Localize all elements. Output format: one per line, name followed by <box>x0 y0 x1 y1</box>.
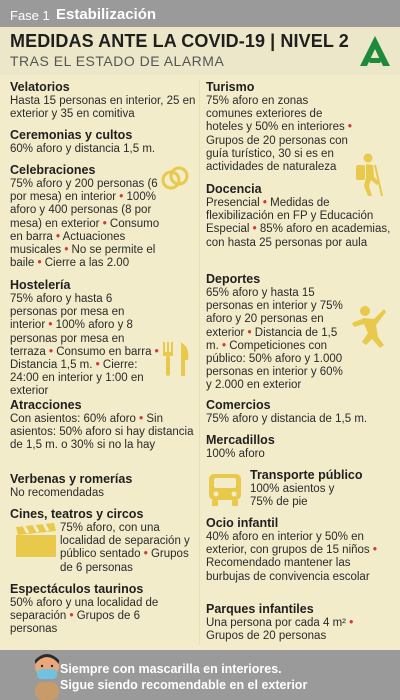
section-text: 100% aforo <box>206 448 265 460</box>
section-title: Espectáculos taurinos <box>10 582 144 596</box>
section-taurinos <box>10 582 198 637</box>
footer-line-1: Siempre con mascarilla en interiores. <box>60 662 282 676</box>
section-title: Cines, teatros y circos <box>10 507 144 521</box>
bullet-separator: • <box>262 197 267 209</box>
section-title: Comercios <box>206 398 271 412</box>
hiker-icon <box>352 153 384 197</box>
section-title: Mercadillos <box>206 433 275 447</box>
bullet-separator: • <box>119 191 124 204</box>
bullet-separator: • <box>247 326 252 339</box>
section-mercadillos <box>206 433 392 461</box>
bullet-separator: • <box>102 217 107 230</box>
bullet-separator: • <box>56 230 61 243</box>
bullet-separator: • <box>252 223 257 236</box>
bullet-separator: • <box>372 544 377 557</box>
bullet-separator: • <box>154 345 159 358</box>
bullet-separator: • <box>139 413 144 425</box>
section-title: Verbenas y romerías <box>10 472 133 486</box>
andalucia-logo <box>358 34 392 68</box>
bullet-separator: • <box>143 548 148 561</box>
section-text: Una persona por cada 4 m² • Grupos de 20 personas <box>206 617 354 643</box>
phase-label: Fase 1 <box>10 8 50 23</box>
section-text: Con asientos: 60% aforo • Sin asientos: 50% aforo si hay distancia de 1,5 m. o 30% si no la hay <box>10 413 194 452</box>
section-title: Transporte público <box>250 468 363 482</box>
bullet-separator: • <box>48 319 53 332</box>
section-title: Turismo <box>206 80 255 94</box>
header <box>0 27 400 75</box>
phase-title: Estabilización <box>56 6 157 23</box>
section-title: Celebraciones <box>10 163 96 177</box>
section-text: 65% aforo y hasta 15 personas en interior y 75% aforo y 20 personas en exterior • Distancia de 1,5 m. • Competiciones con público: 50% aforo y 1.000 personas en interior y 60% y 2.000 en exterior <box>206 287 343 392</box>
section-text: 60% aforo y distancia 1,5 m. <box>10 143 156 155</box>
section-title: Atracciones <box>10 398 82 412</box>
mask-face-icon <box>33 650 61 700</box>
column-divider <box>199 80 200 645</box>
section-title: Velatorios <box>10 80 70 94</box>
section-hosteleria <box>10 278 198 399</box>
section-text: 75% aforo y 200 personas (6 por mesa) en interior • 100% aforo y 400 personas (8 por mesa) en exterior • Consumo en barra • Actuaciones musicales • No se permite el baile • Cierre a las 2.00 <box>10 178 160 270</box>
footer-line-2: Sigue siendo recomendable en el exterior <box>60 678 308 692</box>
bullet-separator: • <box>221 339 227 352</box>
section-velatorios <box>10 80 198 121</box>
section-text: Hasta 15 personas en interior, 25 en exterior y 35 en comitiva <box>10 95 196 121</box>
section-ocio-infantil <box>206 516 392 584</box>
bullet-separator: • <box>69 610 74 623</box>
bullet-separator: • <box>49 345 54 358</box>
section-text: 75% aforo en zonas comunes exteriores de hoteles y 50% en interiores • Grupos de 20 personas con guía turístico, 30 si es en actividades de naturaleza <box>206 95 352 174</box>
bus-icon <box>206 472 244 508</box>
bullet-separator: • <box>37 257 42 270</box>
section-verbenas <box>10 472 198 500</box>
page-subtitle: TRAS EL ESTADO DE ALARMA <box>10 53 225 69</box>
section-title: Ocio infantil <box>206 516 279 530</box>
section-parques <box>206 602 392 643</box>
section-title: Docencia <box>206 182 262 196</box>
section-title: Deportes <box>206 272 261 286</box>
section-title: Hostelería <box>10 278 71 292</box>
section-text: 75% aforo y hasta 6 personas por mesa en interior • 100% aforo y 8 personas por mesa en terraza • Consumo en barra • Distancia 1,5 m. • Cierre: 24:00 en interior y 1:00 en exterior <box>10 293 159 398</box>
cutlery-icon <box>160 340 194 378</box>
bullet-separator: • <box>64 244 69 257</box>
clapperboard-icon <box>14 523 58 559</box>
bullet-separator: • <box>347 121 352 134</box>
athlete-icon <box>350 305 386 349</box>
section-text: 75% aforo y distancia de 1,5 m. <box>206 413 368 425</box>
section-text: 100% asientos y 75% de pie <box>250 483 335 509</box>
section-text: 40% aforo en interior y 50% en exterior, con grupos de 15 niños • Recomendado mantener las burbujas de convivencia escolar <box>206 531 377 583</box>
section-text: No recomendadas <box>10 487 104 499</box>
section-title: Ceremonias y cultos <box>10 128 133 142</box>
section-text: 75% aforo, con una localidad de separación y público sentado • Grupos de 6 personas <box>60 522 190 574</box>
section-atracciones <box>10 398 198 453</box>
rings-icon <box>160 163 190 193</box>
section-text: 50% aforo y una localidad de separación • Grupos de 6 personas <box>10 597 159 636</box>
bullet-separator: • <box>349 617 354 629</box>
section-ceremonias <box>10 128 198 156</box>
phase-bar <box>0 0 400 27</box>
page-title: MEDIDAS ANTE LA COVID-19 | NIVEL 2 <box>10 31 349 51</box>
section-title: Parques infantiles <box>206 602 314 616</box>
bullet-separator: • <box>95 359 100 372</box>
section-comercios <box>206 398 392 426</box>
section-text: Presencial • Medidas de flexibilización en FP y Educación Especial • 85% aforo en academias, con hasta 25 personas por aula <box>206 197 391 249</box>
